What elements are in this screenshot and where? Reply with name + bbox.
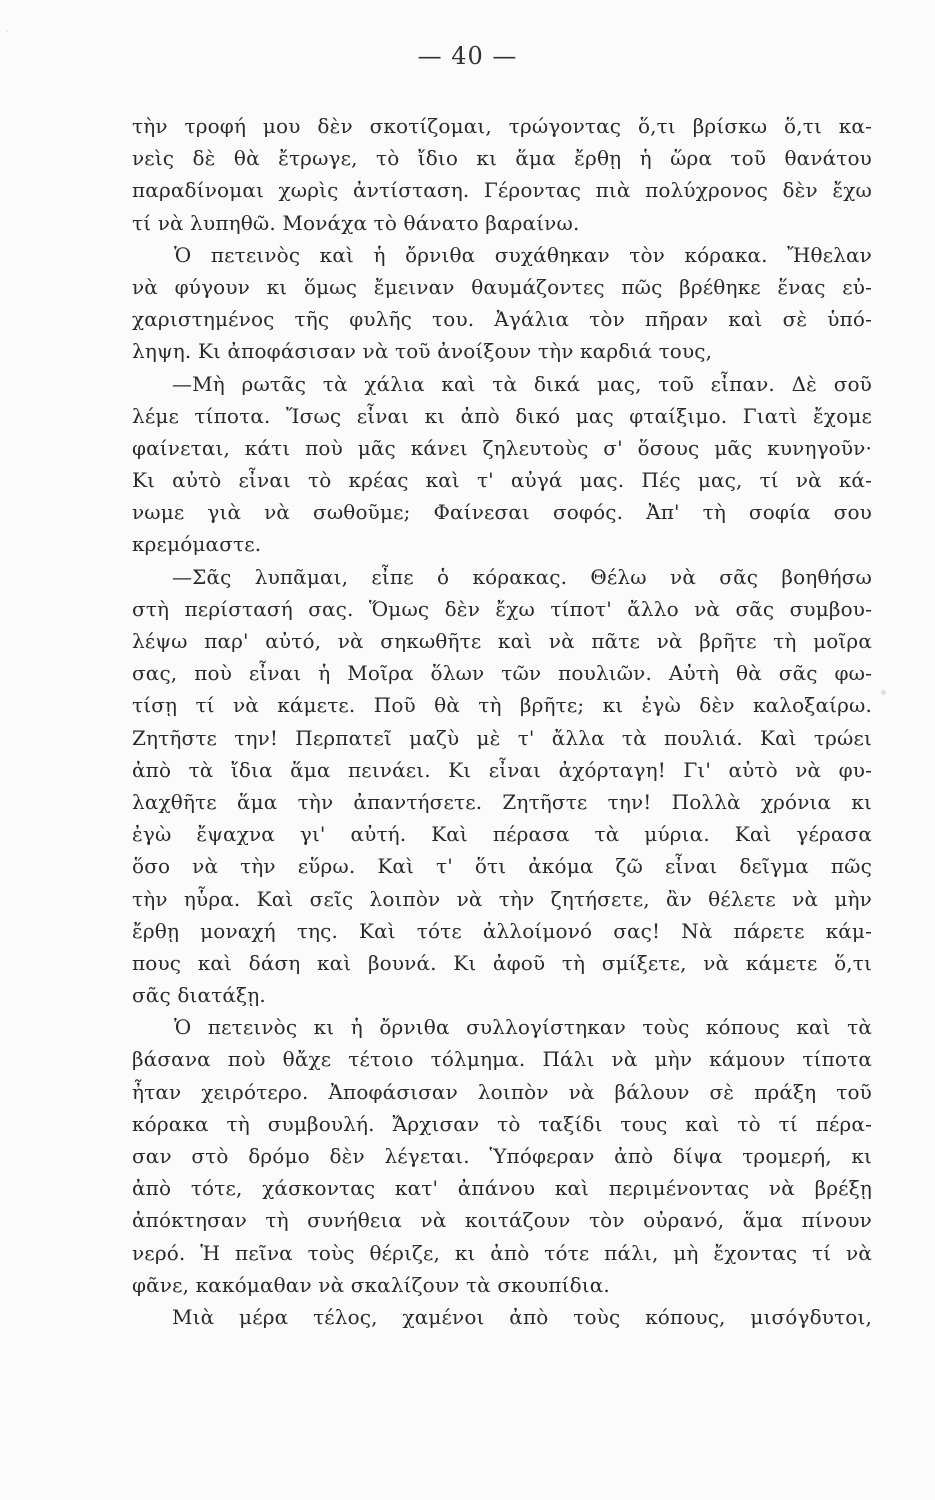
text-line-17: λέψω παρ' αὐτό, νὰ σηκωθῆτε καὶ νὰ πᾶτε νὰ βρῆτε τὴ μοῖρα: [132, 629, 872, 653]
text-line-5: Ὁ πετεινὸς καὶ ἡ ὄρνιθα συχάθηκαν τὸν κόρακα. Ἤθελαν: [174, 242, 872, 267]
text-line-4: τί νὰ λυπηθῶ. Μονάχα τὸ θάνατο βαραίνω.: [132, 210, 580, 235]
text-line-11: φαίνεται, κάτι ποὺ μᾶς κάνει ζηλευτοὺς σ' ὅσους μᾶς κυνηγοῦν·: [132, 435, 872, 460]
text-line-16: στὴ περίστασή σας. Ὅμως δὲν ἔχω τίποτ' ἄλλο νὰ σᾶς συμβου-: [132, 596, 872, 621]
text-line-1: τὴν τροφή μου δὲν σκοτίζομαι, τρώγοντας ὅ,τι βρίσκω ὅ,τι κα-: [132, 114, 872, 138]
text-line-13: νωμε γιὰ νὰ σωθοῦμε; Φαίνεσαι σοφός. Ἀπ' τὴ σοφία σου: [132, 500, 872, 525]
text-line-37: φᾶνε, κακόμαθαν νὰ σκαλίζουν τὰ σκουπίδια.: [132, 1272, 610, 1297]
page-number: — 40 —: [417, 42, 518, 70]
text-line-2: νεὶς δὲ θὰ ἔτρωγε, τὸ ἴδιο κι ἅμα ἔρθῃ ἡ ὥρα τοῦ θανάτου: [132, 146, 872, 171]
text-line-27: πους καὶ δάση καὶ βουνά. Κι ἀφοῦ τὴ σμίξετε, νὰ κάμετε ὅ,τι: [132, 950, 872, 975]
text-line-29: Ὁ πετεινὸς κι ἡ ὄρνιθα συλλογίστηκαν τοὺς κόπους καὶ τὰ: [174, 1015, 872, 1040]
text-line-28: σᾶς διατάξῃ.: [132, 983, 266, 1008]
text-line-21: ἀπὸ τὰ ἴδια ἅμα πεινάει. Κι εἶναι ἀχόρταγη! Γι' αὐτὸ νὰ φυ-: [132, 757, 872, 782]
text-line-34: ἀπὸ τότε, χάσκοντας κατ' ἀπάνου καὶ περιμένοντας νὰ βρέξῃ: [132, 1176, 872, 1201]
text-line-15: —Σᾶς λυπᾶμαι, εἶπε ὁ κόρακας. Θέλω νὰ σᾶς βοηθήσω: [172, 564, 872, 589]
text-line-8: ληψη. Κι ἀποφάσισαν νὰ τοῦ ἀνοίξουν τὴν καρδιά τους,: [132, 339, 713, 364]
text-line-6: νὰ φύγουν κι ὅμως ἔμειναν θαυμάζοντες πῶς βρέθηκε ἕνας εὐ-: [132, 274, 872, 299]
text-line-22: λαχθῆτε ἅμα τὴν ἀπαντήσετε. Ζητῆστε την! Πολλὰ χρόνια κι: [132, 789, 872, 814]
scan-speck: [6, 30, 8, 32]
text-line-7: χαριστημένος τῆς φυλῆς του. Ἀγάλια τὸν πῆραν καὶ σὲ ὑπό-: [132, 307, 872, 332]
text-line-32: κόρακα τὴ συμβουλή. Ἄρχισαν τὸ ταξίδι τους καὶ τὸ τί πέρα-: [132, 1111, 872, 1136]
text-line-36: νερό. Ἡ πεῖνα τοὺς θέριζε, κι ἀπὸ τότε πάλι, μὴ ἔχοντας τί νὰ: [132, 1240, 872, 1265]
text-line-33: σαν στὸ δρόμο δὲν λέγεται. Ὑπόφεραν ἀπὸ δίψα τρομερή, κι: [132, 1144, 872, 1168]
text-line-23: ἐγὼ ἔψαχνα γι' αὐτή. Καὶ πέρασα τὰ μύρια. Καὶ γέρασα: [132, 822, 872, 847]
body-text: [132, 110, 872, 1333]
text-line-3: παραδίνομαι χωρὶς ἀντίσταση. Γέροντας πιὰ πολύχρονος δὲν ἔχω: [132, 178, 872, 203]
scan-speck: [881, 690, 886, 695]
text-line-25: τὴν ηὗρα. Καὶ σεῖς λοιπὸν νὰ τὴν ζητήσετε, ἂν θέλετε νὰ μὴν: [132, 886, 872, 911]
text-line-31: ἦταν χειρότερο. Ἀποφάσισαν λοιπὸν νὰ βάλουν σὲ πράξη τοῦ: [132, 1079, 872, 1104]
text-line-18: σας, ποὺ εἶναι ἡ Μοῖρα ὅλων τῶν πουλιῶν. Αὐτὴ θὰ σᾶς φω-: [132, 661, 872, 686]
text-line-14: κρεμόμαστε.: [132, 532, 262, 557]
text-line-19: τίσῃ τί νὰ κάμετε. Ποῦ θὰ τὴ βρῆτε; κι ἐγὼ δὲν καλοξαίρω.: [132, 693, 872, 718]
text-line-10: λέμε τίποτα. Ἴσως εἶναι κι ἀπὸ δικό μας φταίξιμο. Γιατὶ ἔχομε: [132, 403, 872, 428]
text-line-24: ὅσο νὰ τὴν εὕρω. Καὶ τ' ὅτι ἀκόμα ζῶ εἶναι δεῖγμα πῶς: [132, 854, 872, 879]
text-line-9: —Μὴ ρωτᾶς τὰ χάλια καὶ τὰ δικά μας, τοῦ εἶπαν. Δὲ σοῦ: [172, 371, 872, 396]
text-line-30: βάσανα ποὺ θἄχε τέτοιο τόλμημα. Πάλι νὰ μὴν κάμουν τίποτα: [132, 1047, 872, 1072]
text-line-12: Κι αὐτὸ εἶναι τὸ κρέας καὶ τ' αὐγά μας. Πές μας, τί νὰ κά-: [132, 468, 872, 493]
text-line-26: ἔρθῃ μοναχή της. Καὶ τότε ἀλλοίμονό σας! Νὰ πάρετε κάμ-: [132, 918, 872, 943]
text-line-35: ἀπόκτησαν τὴ συνήθεια νὰ κοιτάζουν τὸν οὐρανό, ἅμα πίνουν: [132, 1208, 872, 1233]
text-line-20: Ζητῆστε την! Περπατεῖ μαζὺ μὲ τ' ἄλλα τὰ πουλιά. Καὶ τρώει: [132, 725, 872, 750]
text-line-38: Μιὰ μέρα τέλος, χαμένοι ἀπὸ τοὺς κόπους, μισόγδυτοι,: [172, 1304, 872, 1329]
